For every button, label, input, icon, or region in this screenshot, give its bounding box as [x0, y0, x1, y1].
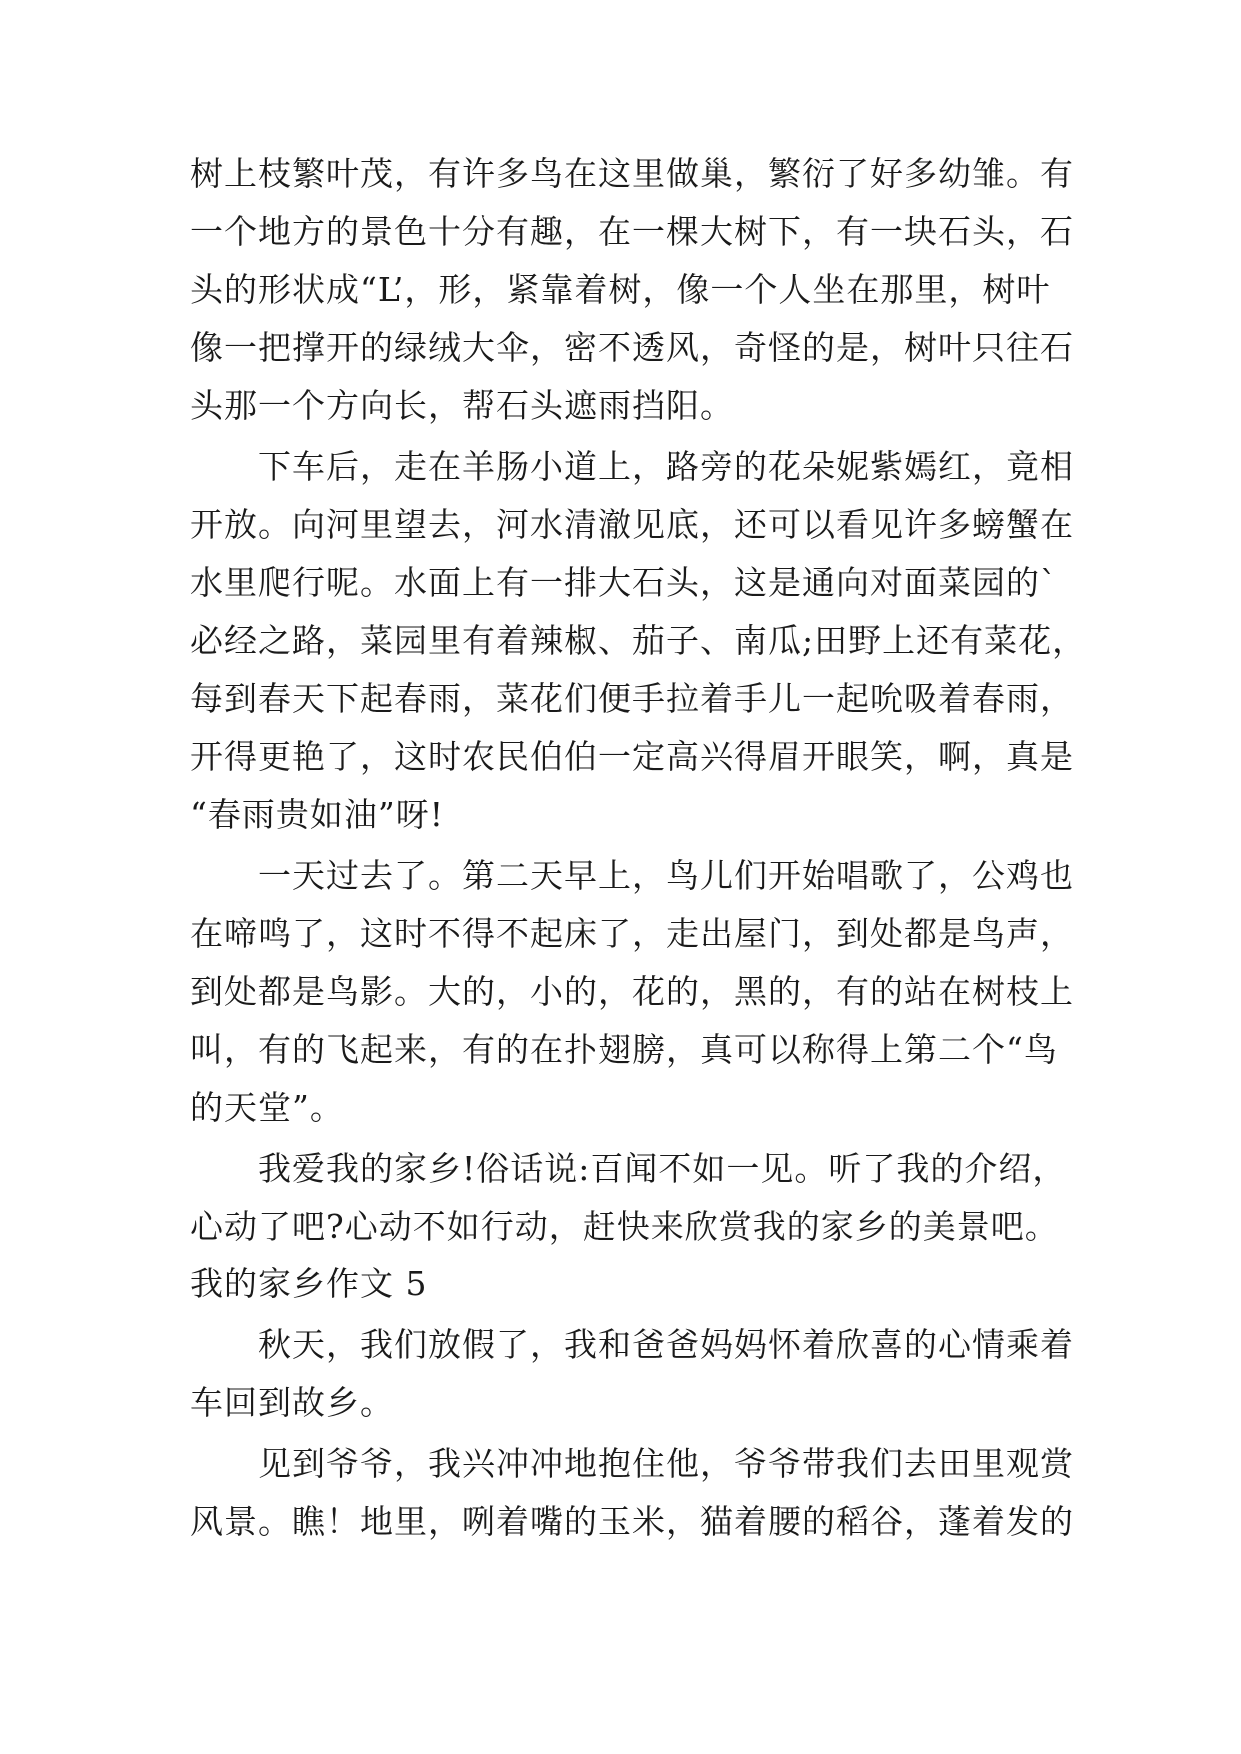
text-line: 到处都是鸟影。大的，小的，花的，黑的，有的站在树枝上: [190, 972, 1074, 1011]
text-line: 树上枝繁叶茂，有许多鸟在这里做巢，繁衍了好多幼雏。有: [190, 154, 1074, 193]
text-line: 像一把撑开的绿绒大伞，密不透风，奇怪的是，树叶只往石: [190, 328, 1074, 367]
section-heading: 我的家乡作文 5: [190, 1264, 428, 1303]
text-line: 一个地方的景色十分有趣，在一棵大树下，有一块石头，石: [190, 212, 1074, 251]
paragraph-first-line: 一天过去了。第二天早上，鸟儿们开始唱歌了，公鸡也: [258, 856, 1074, 895]
text-line: 叫，有的飞起来，有的在扑翅膀，真可以称得上第二个“鸟: [190, 1030, 1058, 1069]
text-line: 车回到故乡。: [190, 1383, 394, 1422]
paragraph-first-line: 下车后，走在羊肠小道上，路旁的花朵妮紫嫣红，竟相: [258, 447, 1074, 486]
text-line: 在啼鸣了，这时不得不起床了，走出屋门，到处都是鸟声，: [190, 914, 1074, 953]
paragraph-first-line: 我爱我的家乡!俗话说:百闻不如一见。听了我的介绍，: [258, 1149, 1067, 1188]
paragraph-first-line: 见到爷爷，我兴冲冲地抱住他，爷爷带我们去田里观赏: [258, 1444, 1074, 1483]
text-line: 头的形状成“L’，形，紧靠着树，像一个人坐在那里，树叶: [190, 270, 1051, 309]
text-line: 必经之路，菜园里有着辣椒、茄子、南瓜;田野上还有菜花，: [190, 621, 1087, 660]
text-line: “春雨贵如油”呀!: [190, 795, 445, 834]
text-line: 开得更艳了，这时农民伯伯一定高兴得眉开眼笑，啊，真是: [190, 737, 1074, 776]
text-line: 每到春天下起春雨，菜花们便手拉着手儿一起吮吸着春雨，: [190, 679, 1074, 718]
text-line: 开放。向河里望去，河水清澈见底，还可以看见许多螃蟹在: [190, 505, 1074, 544]
text-line: 心动了吧?心动不如行动，赶快来欣赏我的家乡的美景吧。: [190, 1207, 1059, 1246]
text-line: 风景。瞧！地里，咧着嘴的玉米，猫着腰的稻谷，蓬着发的: [190, 1502, 1074, 1541]
text-line: 头那一个方向长，帮石头遮雨挡阳。: [190, 386, 734, 425]
text-line: 水里爬行呢。水面上有一排大石头，这是通向对面菜园的`: [190, 563, 1058, 602]
text-line: 的天堂”。: [190, 1088, 344, 1127]
paragraph-first-line: 秋天，我们放假了，我和爸爸妈妈怀着欣喜的心情乘着: [258, 1325, 1074, 1364]
